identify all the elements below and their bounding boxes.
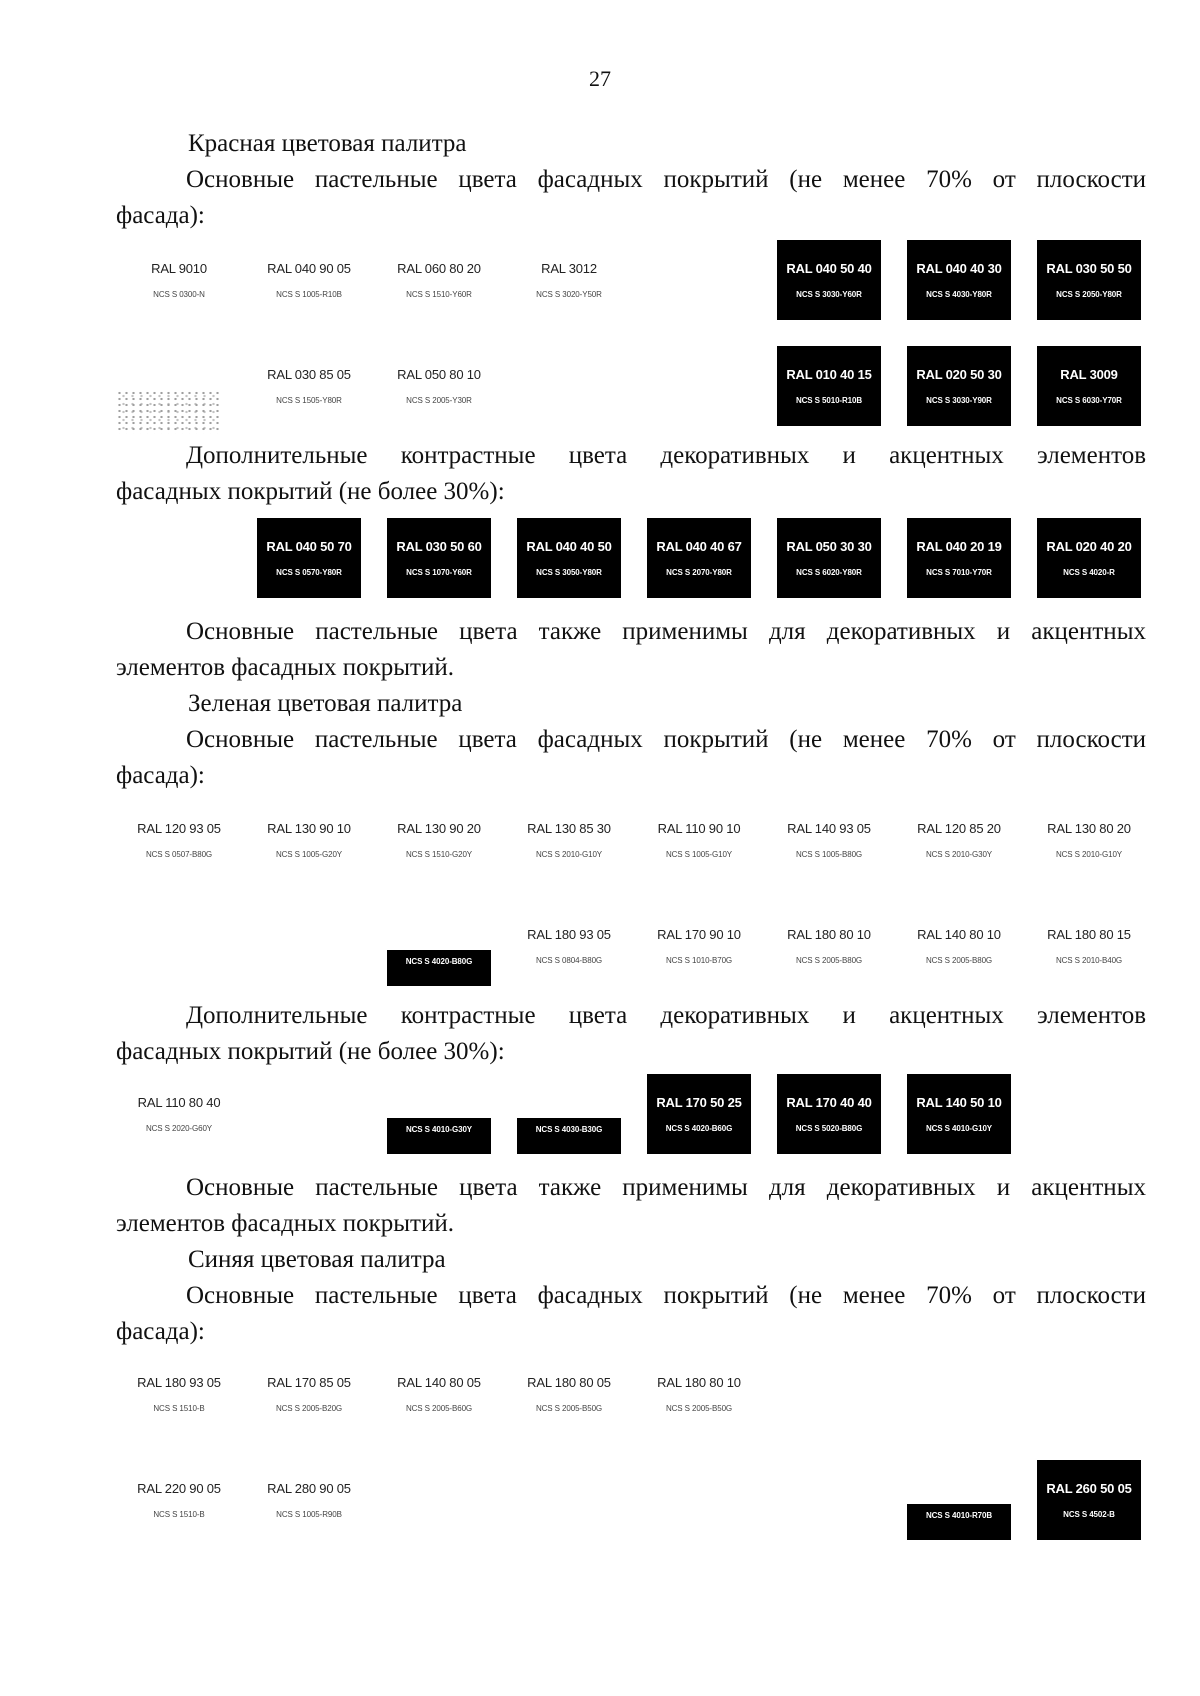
ral-code: RAL 170 85 05 xyxy=(267,1375,351,1390)
ncs-code: NCS S 1005-R90B xyxy=(276,1510,342,1519)
color-swatch xyxy=(907,240,1011,320)
ncs-code: NCS S 4502-B xyxy=(1063,1510,1115,1519)
red-accent-line1: Дополнительные контрастные цвета декоративных и акцентных элементов xyxy=(186,442,1146,469)
ncs-code: NCS S 4010-R70B xyxy=(925,1510,993,1520)
color-swatch xyxy=(257,346,361,426)
green-note-paragraph xyxy=(116,1170,1146,1242)
color-swatch xyxy=(1037,346,1141,426)
blue-main-line2: фасада): xyxy=(116,1318,205,1345)
ral-code: RAL 130 85 30 xyxy=(527,821,611,836)
ral-code: RAL 220 90 05 xyxy=(137,1481,221,1496)
red-note-line2: элементов фасадных покрытий. xyxy=(116,654,454,681)
color-swatch xyxy=(517,518,621,598)
ral-code: RAL 040 50 70 xyxy=(266,539,352,554)
ral-code: RAL 170 40 40 xyxy=(786,1095,872,1110)
ral-code: RAL 050 80 10 xyxy=(397,367,481,382)
ral-code: RAL 040 90 05 xyxy=(267,261,351,276)
color-swatch xyxy=(127,1354,231,1434)
ncs-code: NCS S 2010-G10Y xyxy=(535,850,603,859)
color-swatch xyxy=(907,346,1011,426)
color-swatch xyxy=(257,1354,361,1434)
color-swatch xyxy=(387,240,491,320)
ral-code: RAL 170 50 25 xyxy=(656,1095,742,1110)
ral-code: RAL 040 40 30 xyxy=(916,261,1002,276)
ral-code: RAL 110 80 40 xyxy=(137,1095,221,1110)
color-swatch xyxy=(387,1354,491,1434)
ncs-code: NCS S 6030-Y70R xyxy=(1056,396,1122,405)
ncs-code: NCS S 2005-B80G xyxy=(925,956,993,965)
ncs-code: NCS S 2070-Y80R xyxy=(666,568,732,577)
red-palette-heading: Красная цветовая палитра xyxy=(188,130,467,157)
color-swatch xyxy=(777,800,881,880)
ncs-code: NCS S 7010-Y70R xyxy=(926,568,992,577)
page-number: 27 xyxy=(589,66,611,91)
green-main-line2: фасада): xyxy=(116,762,205,789)
ncs-code: NCS S 2005-B60G xyxy=(405,1404,473,1413)
ral-code: RAL 060 80 20 xyxy=(397,261,481,276)
ncs-code: NCS S 6020-Y80R xyxy=(796,568,862,577)
color-swatch xyxy=(517,1354,621,1434)
ral-code: RAL 020 50 30 xyxy=(916,367,1002,382)
ncs-code: NCS S 4010-G10Y xyxy=(925,1124,993,1133)
red-note-paragraph xyxy=(116,614,1146,686)
red-main-line1: Основные пастельные цвета фасадных покрытий (не менее 70% от плоскости xyxy=(186,166,1146,193)
red-note-line1: Основные пастельные цвета также применимы для декоративных и акцентных xyxy=(186,618,1146,645)
color-swatch xyxy=(257,1460,361,1540)
ncs-code: NCS S 0570-Y80R xyxy=(276,568,342,577)
ral-code: RAL 280 90 05 xyxy=(267,1481,351,1496)
ral-code: RAL 140 50 10 xyxy=(916,1095,1002,1110)
green-note-line1: Основные пастельные цвета также применимы для декоративных и акцентных xyxy=(186,1174,1146,1201)
ral-code: RAL 3009 xyxy=(1060,367,1118,382)
color-swatch xyxy=(387,1074,491,1154)
color-swatch xyxy=(777,346,881,426)
color-swatch xyxy=(127,1460,231,1540)
ral-code: RAL 180 80 10 xyxy=(787,927,871,942)
ral-code: RAL 110 90 10 xyxy=(657,821,741,836)
ncs-code: NCS S 2005-B20G xyxy=(275,1404,343,1413)
blue-palette-heading: Синяя цветовая палитра xyxy=(188,1246,446,1273)
ral-code: RAL 180 93 05 xyxy=(527,927,611,942)
ral-code: RAL 260 50 05 xyxy=(1046,1481,1132,1496)
ncs-code: NCS S 5020-B80G xyxy=(795,1124,863,1133)
color-swatch xyxy=(127,800,231,880)
ncs-code: NCS S 4030-Y80R xyxy=(926,290,992,299)
color-swatch xyxy=(1037,240,1141,320)
green-palette-heading: Зеленая цветовая палитра xyxy=(188,690,463,717)
ral-code: RAL 140 93 05 xyxy=(787,821,871,836)
color-swatch xyxy=(387,800,491,880)
ral-code: RAL 170 90 10 xyxy=(657,927,741,942)
color-swatch xyxy=(647,800,751,880)
ncs-code: NCS S 1070-Y60R xyxy=(406,568,472,577)
ral-code: RAL 130 90 20 xyxy=(397,821,481,836)
ncs-code: NCS S 2050-Y80R xyxy=(1056,290,1122,299)
ral-code: RAL 120 85 20 xyxy=(917,821,1001,836)
red-main-line2: фасада): xyxy=(116,202,205,229)
color-swatch xyxy=(647,1354,751,1434)
color-swatch xyxy=(1037,518,1141,598)
ral-code: RAL 040 40 50 xyxy=(526,539,612,554)
color-swatch xyxy=(387,518,491,598)
color-swatch xyxy=(257,800,361,880)
blue-main-line1: Основные пастельные цвета фасадных покрытий (не менее 70% от плоскости xyxy=(186,1282,1146,1309)
color-swatch xyxy=(907,1460,1011,1540)
color-swatch xyxy=(907,1074,1011,1154)
red-main-paragraph xyxy=(116,162,1146,234)
color-swatch xyxy=(647,518,751,598)
green-note-line2: элементов фасадных покрытий. xyxy=(116,1210,454,1237)
ncs-code: NCS S 3020-Y50R xyxy=(536,290,602,299)
ral-code: RAL 9010 xyxy=(151,261,207,276)
color-swatch xyxy=(257,518,361,598)
ncs-code: NCS S 2005-B50G xyxy=(665,1404,733,1413)
ncs-code: NCS S 4020-B60G xyxy=(665,1124,733,1133)
ral-code: RAL 180 93 05 xyxy=(137,1375,221,1390)
color-swatch xyxy=(1037,800,1141,880)
ral-code: RAL 030 85 05 xyxy=(267,367,351,382)
color-swatch xyxy=(907,800,1011,880)
green-accent-line2: фасадных покрытий (не более 30%): xyxy=(116,1038,505,1065)
color-swatch xyxy=(127,1074,231,1154)
ncs-code: NCS S 4030-B30G xyxy=(535,1124,603,1134)
ncs-code: NCS S 3050-Y80R xyxy=(536,568,602,577)
scan-noise xyxy=(116,390,220,434)
red-accent-paragraph xyxy=(116,438,1146,510)
color-swatch xyxy=(517,800,621,880)
ral-code: RAL 180 80 10 xyxy=(657,1375,741,1390)
ncs-code: NCS S 2010-G10Y xyxy=(1055,850,1123,859)
ncs-code: NCS S 2010-G30Y xyxy=(925,850,993,859)
ncs-code: NCS S 4020-B80G xyxy=(405,956,473,966)
ncs-code: NCS S 2010-B40G xyxy=(1055,956,1123,965)
color-swatch xyxy=(387,346,491,426)
ncs-code: NCS S 2020-G60Y xyxy=(145,1124,213,1133)
ncs-code: NCS S 0804-B80G xyxy=(535,956,603,965)
color-swatch xyxy=(777,240,881,320)
ral-code: RAL 050 30 30 xyxy=(786,539,872,554)
ncs-code: NCS S 1005-G20Y xyxy=(275,850,343,859)
ncs-code: NCS S 0507-B80G xyxy=(145,850,213,859)
ncs-code: NCS S 1510-G20Y xyxy=(405,850,473,859)
ncs-code: NCS S 1005-G10Y xyxy=(665,850,733,859)
ncs-code: NCS S 2005-Y30R xyxy=(406,396,472,405)
color-swatch xyxy=(647,906,751,986)
color-swatch xyxy=(517,1074,621,1154)
ral-code: RAL 040 40 67 xyxy=(656,539,742,554)
color-swatch xyxy=(1037,1460,1141,1540)
green-main-line1: Основные пастельные цвета фасадных покрытий (не менее 70% от плоскости xyxy=(186,726,1146,753)
ncs-code: NCS S 4010-G30Y xyxy=(405,1124,473,1134)
color-swatch xyxy=(387,906,491,986)
green-main-paragraph xyxy=(116,722,1146,794)
ncs-code: NCS S 1505-Y80R xyxy=(276,396,342,405)
ncs-code: NCS S 1005-B80G xyxy=(795,850,863,859)
ral-code: RAL 020 40 20 xyxy=(1046,539,1132,554)
ncs-code: NCS S 5010-R10B xyxy=(795,396,863,405)
red-accent-line2: фасадных покрытий (не более 30%): xyxy=(116,478,505,505)
color-swatch xyxy=(907,906,1011,986)
ncs-code: NCS S 1510-B xyxy=(153,1404,205,1413)
ncs-code: NCS S 3030-Y60R xyxy=(796,290,862,299)
ncs-code: NCS S 2005-B80G xyxy=(795,956,863,965)
color-swatch xyxy=(777,1074,881,1154)
color-swatch xyxy=(647,1074,751,1154)
ncs-code: NCS S 3030-Y90R xyxy=(926,396,992,405)
color-swatch xyxy=(257,240,361,320)
color-swatch xyxy=(1037,906,1141,986)
ral-code: RAL 130 90 10 xyxy=(267,821,351,836)
ral-code: RAL 120 93 05 xyxy=(137,821,221,836)
ncs-code: NCS S 1010-B70G xyxy=(665,956,733,965)
ral-code: RAL 030 50 60 xyxy=(396,539,482,554)
ncs-code: NCS S 1510-Y60R xyxy=(406,290,472,299)
color-swatch xyxy=(517,906,621,986)
ncs-code: NCS S 1005-R10B xyxy=(276,290,342,299)
green-accent-paragraph xyxy=(116,998,1146,1070)
ral-code: RAL 180 80 05 xyxy=(527,1375,611,1390)
color-swatch xyxy=(127,240,231,320)
ral-code: RAL 130 80 20 xyxy=(1047,821,1131,836)
color-swatch xyxy=(777,906,881,986)
ncs-code: NCS S 2005-B50G xyxy=(535,1404,603,1413)
ncs-code: NCS S 1510-B xyxy=(153,1510,205,1519)
ral-code: RAL 030 50 50 xyxy=(1046,261,1132,276)
ral-code: RAL 010 40 15 xyxy=(786,367,872,382)
color-swatch xyxy=(517,240,621,320)
color-swatch xyxy=(777,518,881,598)
ncs-code: NCS S 0300-N xyxy=(153,290,205,299)
ral-code: RAL 3012 xyxy=(541,261,597,276)
ncs-code: NCS S 4020-R xyxy=(1063,568,1115,577)
blue-main-paragraph xyxy=(116,1278,1146,1350)
ral-code: RAL 040 50 40 xyxy=(786,261,872,276)
color-swatch xyxy=(907,518,1011,598)
green-accent-line1: Дополнительные контрастные цвета декоративных и акцентных элементов xyxy=(186,1002,1146,1029)
ral-code: RAL 040 20 19 xyxy=(916,539,1002,554)
ral-code: RAL 140 80 05 xyxy=(397,1375,481,1390)
ral-code: RAL 180 80 15 xyxy=(1047,927,1131,942)
ral-code: RAL 140 80 10 xyxy=(917,927,1001,942)
